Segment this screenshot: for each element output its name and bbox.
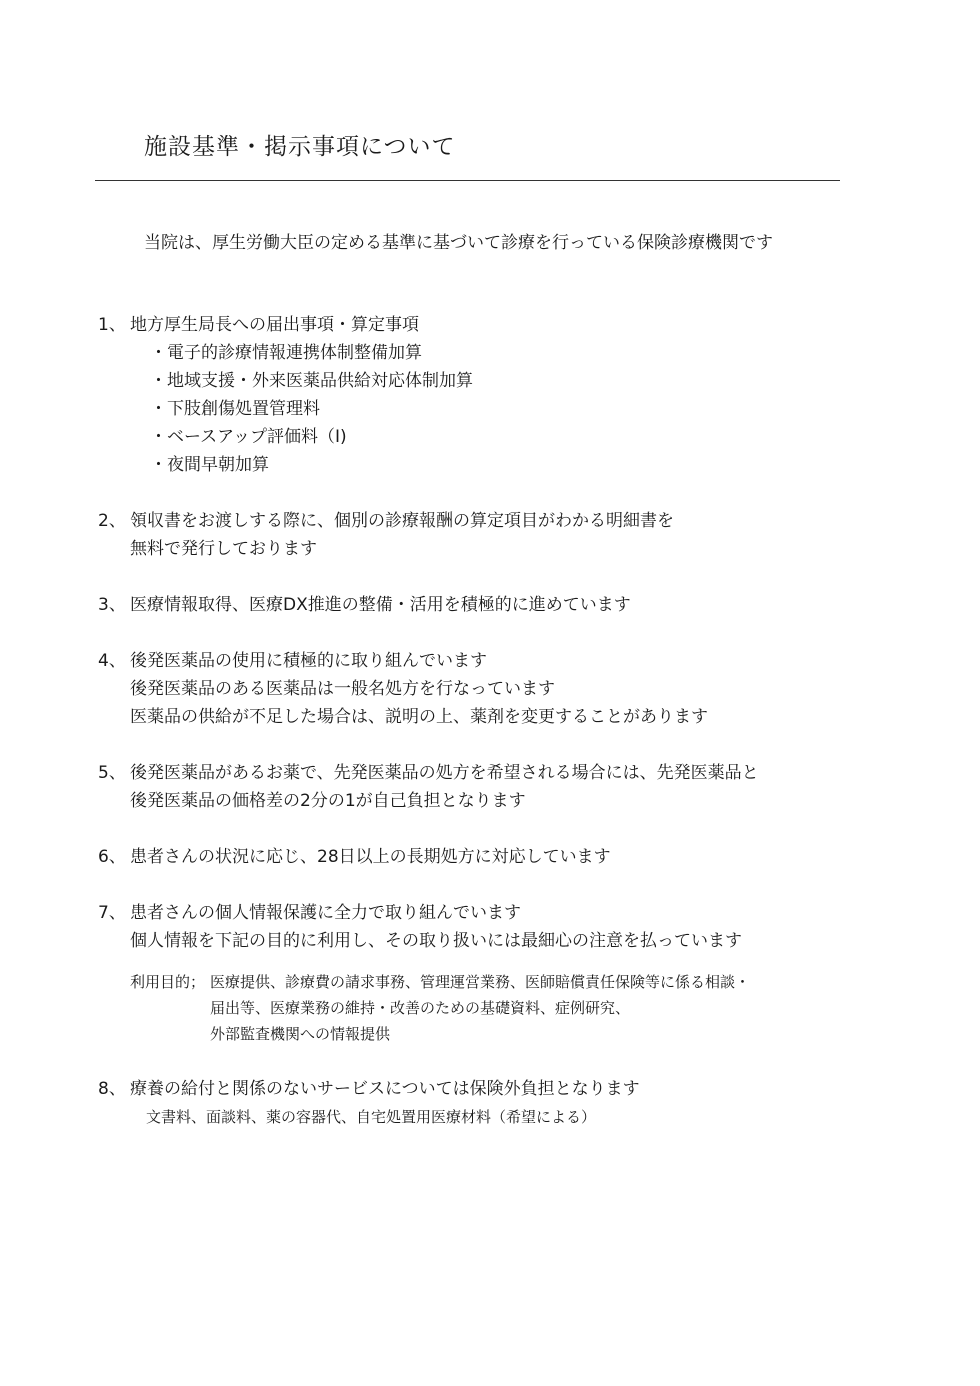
section-5 bbox=[98, 759, 918, 815]
facility-standard-item: ・下肢創傷処置管理料 bbox=[150, 399, 320, 419]
section-line: 療養の給付と関係のないサービスについては保険外負担となります bbox=[130, 1079, 640, 1099]
section-3 bbox=[98, 591, 918, 619]
section-line: 地方厚生局長への届出事項・算定事項 bbox=[130, 315, 419, 335]
section-line: 患者さんの個人情報保護に全力で取り組んでいます bbox=[130, 903, 521, 923]
usage-purpose bbox=[98, 969, 918, 1047]
section-6 bbox=[98, 843, 918, 871]
facility-standard-item: ・ベースアップ評価料（I) bbox=[150, 427, 347, 447]
section-line: 無料で発行しております bbox=[130, 539, 317, 559]
section-8 bbox=[98, 1075, 918, 1131]
section-line: 医薬品の供給が不足した場合は、説明の上、薬剤を変更することがあります bbox=[130, 707, 708, 727]
usage-purpose-label: 利用目的； bbox=[130, 973, 206, 991]
section-number: 7、 bbox=[98, 903, 126, 923]
extra-charge-items: 文書料、面談料、薬の容器代、自宅処置用医療材料（希望による） bbox=[146, 1108, 597, 1126]
usage-purpose-line: 届出等、医療業務の維持・改善のための基礎資料、症例研究、 bbox=[210, 999, 631, 1017]
section-2 bbox=[98, 507, 918, 563]
usage-purpose-line: 外部監査機関への情報提供 bbox=[210, 1025, 391, 1043]
facility-standard-item: ・電子的診療情報連携体制整備加算 bbox=[150, 343, 422, 363]
section-number: 6、 bbox=[98, 847, 126, 867]
notice-sections bbox=[98, 311, 918, 1159]
section-number: 8、 bbox=[98, 1079, 126, 1099]
section-line: 後発医薬品のある医薬品は一般名処方を行なっています bbox=[130, 679, 555, 699]
section-line: 個人情報を下記の目的に利用し、その取り扱いには最細心の注意を払っています bbox=[130, 931, 742, 951]
section-line: 後発医薬品があるお薬で、先発医薬品の処方を希望される場合には、先発医薬品と bbox=[130, 763, 759, 783]
usage-purpose-line: 医療提供、診療費の請求事務、管理運営業務、医師賠償責任保険等に係る相談・ bbox=[210, 973, 751, 991]
section-number: 2、 bbox=[98, 511, 126, 531]
section-number: 5、 bbox=[98, 763, 126, 783]
facility-standard-item: ・夜間早朝加算 bbox=[150, 455, 269, 475]
section-number: 4、 bbox=[98, 651, 126, 671]
section-number: 1、 bbox=[98, 315, 126, 335]
section-line: 後発医薬品の価格差の2分の1が自己負担となります bbox=[130, 791, 526, 811]
section-4 bbox=[98, 647, 918, 731]
section-line: 後発医薬品の使用に積極的に取り組んでいます bbox=[130, 651, 487, 671]
section-line: 医療情報取得、医療DX推進の整備・活用を積極的に進めています bbox=[130, 595, 631, 615]
section-line: 患者さんの状況に応じ、28日以上の長期処方に対応しています bbox=[130, 847, 611, 867]
section-line: 領収書をお渡しする際に、個別の診療報酬の算定項目がわかる明細書を bbox=[130, 511, 674, 531]
title-divider bbox=[95, 180, 840, 181]
intro-text: 当院は、厚生労働大臣の定める基準に基づいて診療を行っている保険診療機関です bbox=[144, 233, 773, 253]
section-7 bbox=[98, 899, 918, 1047]
section-1 bbox=[98, 311, 918, 479]
section-number: 3、 bbox=[98, 595, 126, 615]
facility-standard-item: ・地域支援・外来医薬品供給対応体制加算 bbox=[150, 371, 473, 391]
page-title: 施設基準・掲示事項について bbox=[144, 134, 456, 160]
